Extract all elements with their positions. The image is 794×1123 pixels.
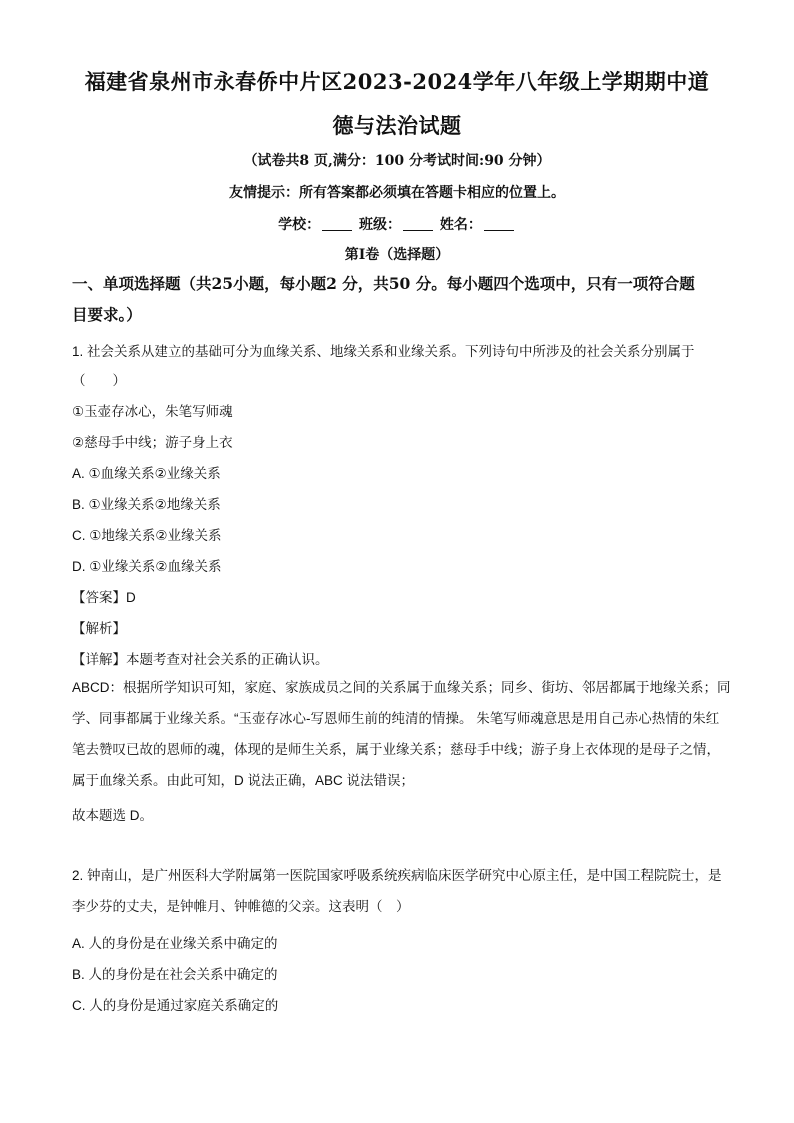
q1-option-a: A. ①血缘关系②业缘关系 bbox=[72, 466, 221, 481]
q1-explanation: ABCD：根据所学知识可知，家庭、家族成员之间的关系属于血缘关系；同乡、街坊、邻居都属于地缘关系；同学、同事都属于业缘关系。“玉壶存冰心-写恩师生前的纯清的情操。 朱笔写师魂意思是用自己赤心热情的朱红笔去赞叹已故的恩师的魂，体现的是师生关系，属于业缘关系；慈母手中线；游子身上衣体现的是母子之情，属于血缘关系。由此可知，D 说法正确，ABC 说法错误； bbox=[72, 680, 731, 788]
q1-analysis-label: 【解析】 bbox=[72, 621, 126, 636]
notice: 友情提示：所有答案都必须填在答题卡相应的位置上。 bbox=[229, 185, 565, 201]
q1-poem-2: ②慈母手中线；游子身上衣 bbox=[72, 435, 233, 450]
school-label: 学校： bbox=[278, 217, 321, 233]
document-title-line-1: 福建省泉州市永春侨中片区2023-2024学年八年级上学期期中道 bbox=[84, 69, 710, 94]
school-blank bbox=[322, 216, 352, 231]
q1-poem-1: ①玉壶存冰心，朱笔写师魂 bbox=[72, 404, 233, 419]
q1-answer: 【答案】D bbox=[72, 590, 136, 605]
q1-option-c: C. ①地缘关系②业缘关系 bbox=[72, 528, 222, 543]
section-heading-line-1: 一、单项选择题（共25小题，每小题2 分，共50 分。每小题四个选项中，只有一项符合题 bbox=[72, 274, 695, 293]
q1-stem-line-2: （ ） bbox=[72, 373, 126, 388]
student-info-line bbox=[60, 214, 734, 234]
exam-info: （试卷共8 页,满分：100 分考试时间:90 分钟） bbox=[243, 153, 551, 169]
q2-option-b: B. 人的身份是在社会关系中确定的 bbox=[72, 967, 278, 982]
q1-detail: 【详解】本题考查对社会关系的正确认识。 bbox=[72, 652, 329, 667]
q1-conclusion: 故本题选 D。 bbox=[72, 808, 153, 823]
section-heading-line-2: 目要求。） bbox=[72, 305, 142, 324]
name-label: 姓名： bbox=[439, 217, 482, 233]
q2-option-a: A. 人的身份是在业缘关系中确定的 bbox=[72, 936, 278, 951]
class-blank bbox=[403, 216, 433, 231]
q1-option-b: B. ①业缘关系②地缘关系 bbox=[72, 497, 221, 512]
q2-stem: 2. 钟南山，是广州医科大学附属第一医院国家呼吸系统疾病临床医学研究中心原主任，是中国工程院院士，是李少芬的丈夫，是钟帷月、钟帷德的父亲。这表明（ ） bbox=[72, 868, 722, 914]
document-title-line-2: 德与法治试题 bbox=[332, 113, 462, 138]
q1-stem-line-1: 1. 社会关系从建立的基础可分为血缘关系、地缘关系和业缘关系。下列诗句中所涉及的社会关系分别属于 bbox=[72, 344, 695, 359]
name-blank bbox=[484, 216, 514, 231]
volume-title: 第I卷（选择题） bbox=[344, 247, 450, 263]
q2-option-c: C. 人的身份是通过家庭关系确定的 bbox=[72, 998, 279, 1013]
class-label: 班级： bbox=[359, 217, 401, 233]
q1-option-d: D. ①业缘关系②血缘关系 bbox=[72, 559, 222, 574]
